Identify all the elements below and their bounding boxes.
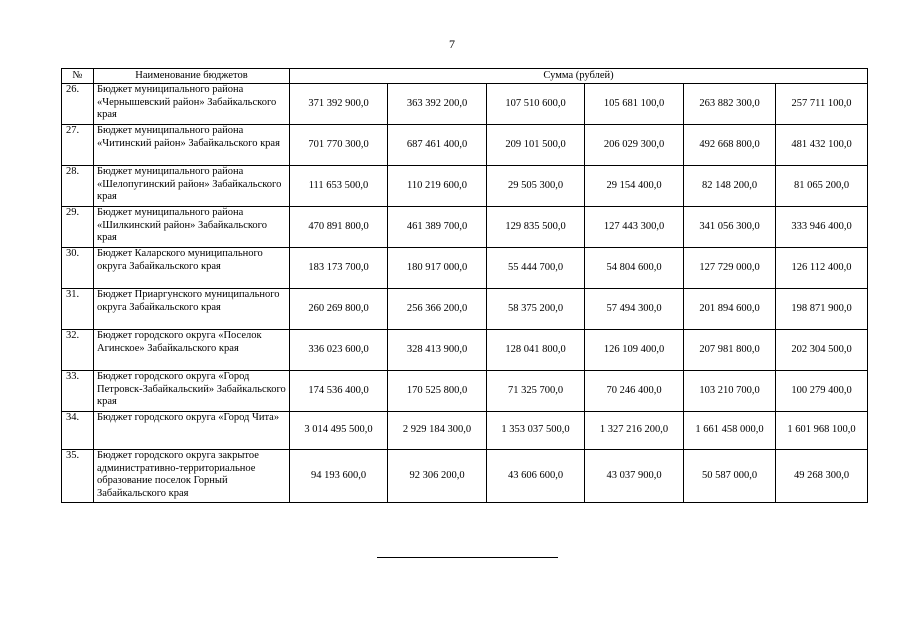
- budget-table: [61, 68, 868, 503]
- header-budget-name: Наименование бюджетов: [94, 69, 290, 84]
- sum-cell: 1 353 037 500,0: [487, 412, 585, 450]
- sum-cell: 126 112 400,0: [776, 248, 868, 289]
- sum-cell: 49 268 300,0: [776, 450, 868, 503]
- sum-cell: 2 929 184 300,0: [388, 412, 487, 450]
- row-number: 32.: [62, 330, 94, 371]
- sum-cell: 57 494 300,0: [585, 289, 684, 330]
- sum-cell: 492 668 800,0: [684, 125, 776, 166]
- row-number: 29.: [62, 207, 94, 248]
- sum-cell: 105 681 100,0: [585, 84, 684, 125]
- table-row: [62, 289, 868, 330]
- sum-cell: 70 246 400,0: [585, 371, 684, 412]
- sum-cell: 81 065 200,0: [776, 166, 868, 207]
- sum-cell: 55 444 700,0: [487, 248, 585, 289]
- sum-cell: 103 210 700,0: [684, 371, 776, 412]
- row-number: 28.: [62, 166, 94, 207]
- header-sum: Сумма (рублей): [290, 69, 868, 84]
- footer-divider: [377, 557, 558, 558]
- sum-cell: 174 536 400,0: [290, 371, 388, 412]
- sum-cell: 470 891 800,0: [290, 207, 388, 248]
- budget-name: Бюджет муниципального района «Чернышевский район» Забайкальского края: [94, 84, 290, 125]
- table-row: [62, 371, 868, 412]
- sum-cell: 71 325 700,0: [487, 371, 585, 412]
- budget-name: Бюджет городского округа «Город Чита»: [94, 412, 290, 450]
- sum-cell: 209 101 500,0: [487, 125, 585, 166]
- row-number: 35.: [62, 450, 94, 503]
- sum-cell: 263 882 300,0: [684, 84, 776, 125]
- sum-cell: 202 304 500,0: [776, 330, 868, 371]
- sum-cell: 371 392 900,0: [290, 84, 388, 125]
- sum-cell: 127 729 000,0: [684, 248, 776, 289]
- row-number: 30.: [62, 248, 94, 289]
- row-number: 33.: [62, 371, 94, 412]
- table-row: [62, 412, 868, 450]
- budget-name: Бюджет муниципального района «Читинский район» Забайкальского края: [94, 125, 290, 166]
- sum-cell: 257 711 100,0: [776, 84, 868, 125]
- sum-cell: 333 946 400,0: [776, 207, 868, 248]
- sum-cell: 82 148 200,0: [684, 166, 776, 207]
- sum-cell: 701 770 300,0: [290, 125, 388, 166]
- sum-cell: 183 173 700,0: [290, 248, 388, 289]
- sum-cell: 29 505 300,0: [487, 166, 585, 207]
- budget-name: Бюджет муниципального района «Шилкинский район» Забайкальского края: [94, 207, 290, 248]
- table-row: [62, 84, 868, 125]
- sum-cell: 54 804 600,0: [585, 248, 684, 289]
- sum-cell: 336 023 600,0: [290, 330, 388, 371]
- sum-cell: 363 392 200,0: [388, 84, 487, 125]
- sum-cell: 1 661 458 000,0: [684, 412, 776, 450]
- budget-name: Бюджет Приаргунского муниципального округа Забайкальского края: [94, 289, 290, 330]
- sum-cell: 341 056 300,0: [684, 207, 776, 248]
- row-number: 26.: [62, 84, 94, 125]
- sum-cell: 126 109 400,0: [585, 330, 684, 371]
- sum-cell: 3 014 495 500,0: [290, 412, 388, 450]
- sum-cell: 687 461 400,0: [388, 125, 487, 166]
- sum-cell: 107 510 600,0: [487, 84, 585, 125]
- sum-cell: 260 269 800,0: [290, 289, 388, 330]
- sum-cell: 110 219 600,0: [388, 166, 487, 207]
- sum-cell: 461 389 700,0: [388, 207, 487, 248]
- row-number: 27.: [62, 125, 94, 166]
- table-row: [62, 166, 868, 207]
- table-row: [62, 125, 868, 166]
- row-number: 34.: [62, 412, 94, 450]
- sum-cell: 43 606 600,0: [487, 450, 585, 503]
- sum-cell: 256 366 200,0: [388, 289, 487, 330]
- sum-cell: 198 871 900,0: [776, 289, 868, 330]
- sum-cell: 94 193 600,0: [290, 450, 388, 503]
- sum-cell: 128 041 800,0: [487, 330, 585, 371]
- sum-cell: 328 413 900,0: [388, 330, 487, 371]
- sum-cell: 43 037 900,0: [585, 450, 684, 503]
- sum-cell: 180 917 000,0: [388, 248, 487, 289]
- sum-cell: 111 653 500,0: [290, 166, 388, 207]
- table-body: [62, 84, 868, 503]
- budget-name: Бюджет Каларского муниципального округа Забайкальского края: [94, 248, 290, 289]
- row-number: 31.: [62, 289, 94, 330]
- table-row: [62, 207, 868, 248]
- table-row: [62, 330, 868, 371]
- sum-cell: 1 327 216 200,0: [585, 412, 684, 450]
- sum-cell: 100 279 400,0: [776, 371, 868, 412]
- sum-cell: 206 029 300,0: [585, 125, 684, 166]
- sum-cell: 58 375 200,0: [487, 289, 585, 330]
- budget-name: Бюджет городского округа закрытое административно-территориальное образование поселок Горный Забайкальского края: [94, 450, 290, 503]
- page-number: 7: [449, 37, 455, 51]
- budget-name: Бюджет городского округа «Город Петровск-Забайкальский» Забайкальского края: [94, 371, 290, 412]
- sum-cell: 207 981 800,0: [684, 330, 776, 371]
- sum-cell: 92 306 200,0: [388, 450, 487, 503]
- sum-cell: 170 525 800,0: [388, 371, 487, 412]
- table-row: [62, 450, 868, 503]
- sum-cell: 127 443 300,0: [585, 207, 684, 248]
- header-number: №: [62, 69, 94, 84]
- budget-name: Бюджет городского округа «Поселок Агинское» Забайкальского края: [94, 330, 290, 371]
- table-row: [62, 248, 868, 289]
- sum-cell: 29 154 400,0: [585, 166, 684, 207]
- budget-name: Бюджет муниципального района «Шелопугинский район» Забайкальского края: [94, 166, 290, 207]
- table-header-row: [62, 69, 868, 84]
- sum-cell: 201 894 600,0: [684, 289, 776, 330]
- sum-cell: 481 432 100,0: [776, 125, 868, 166]
- sum-cell: 50 587 000,0: [684, 450, 776, 503]
- sum-cell: 1 601 968 100,0: [776, 412, 868, 450]
- sum-cell: 129 835 500,0: [487, 207, 585, 248]
